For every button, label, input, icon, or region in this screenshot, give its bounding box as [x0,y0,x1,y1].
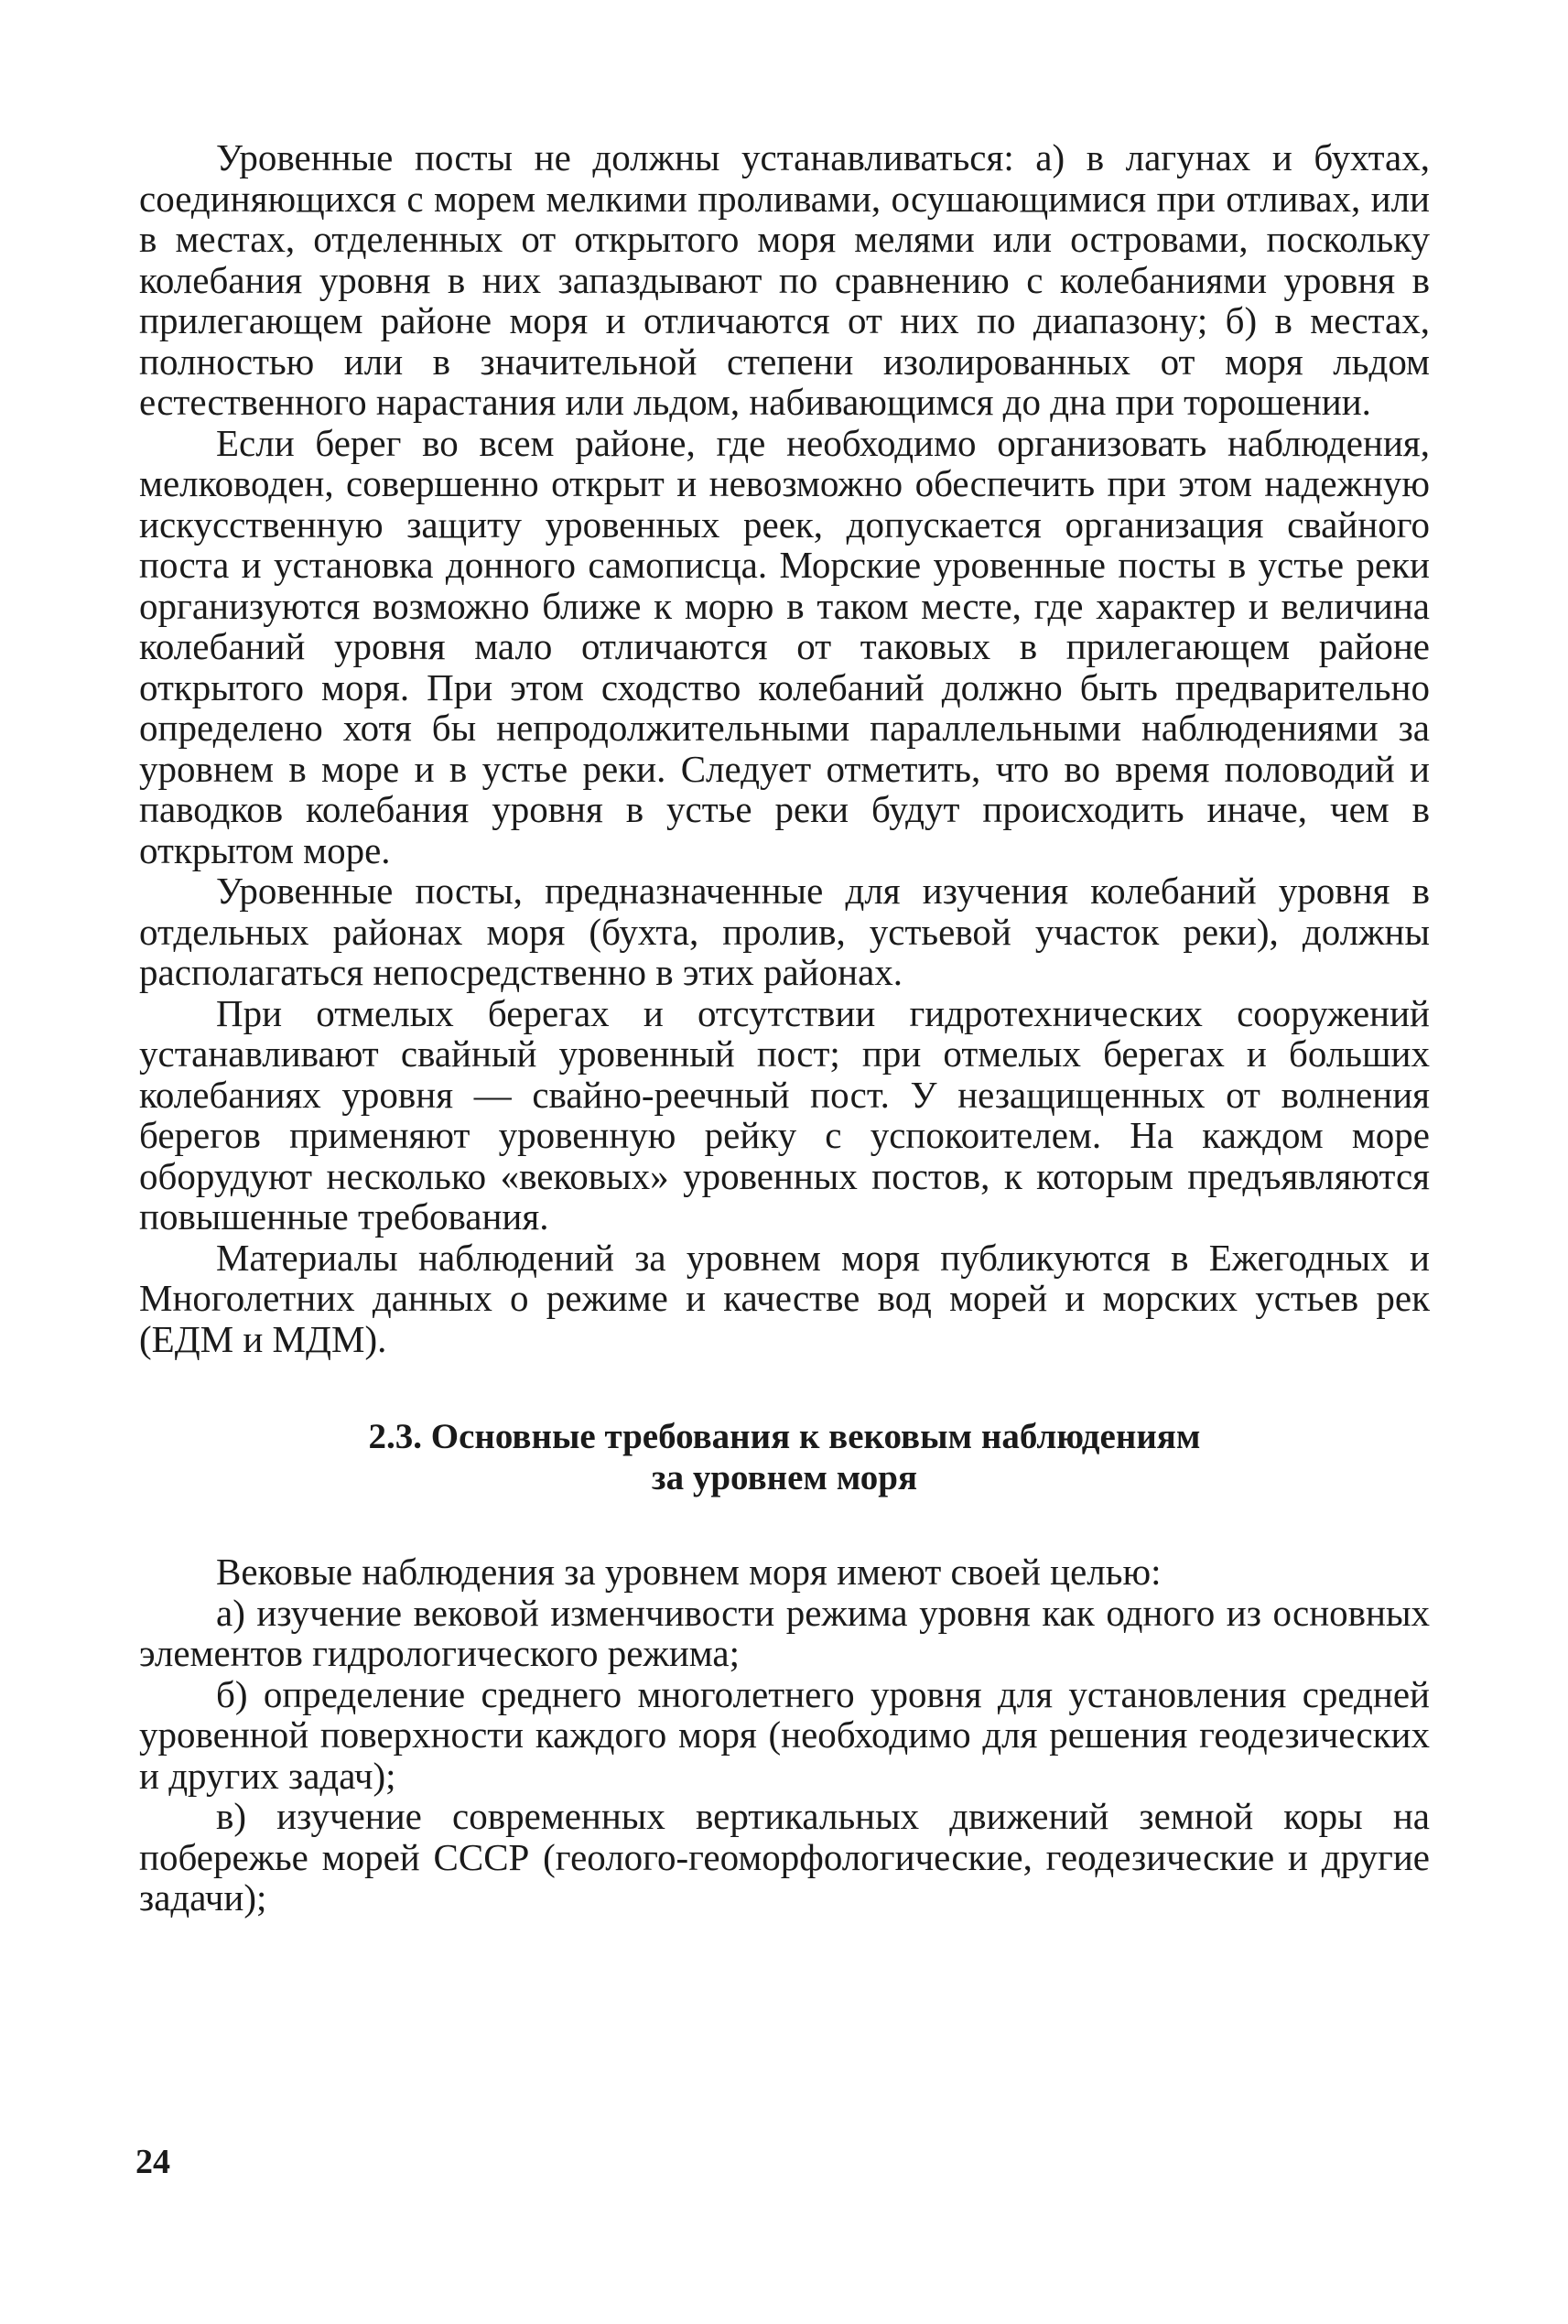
section-heading-line2: за уровнем моря [651,1458,918,1497]
page-number: 24 [135,2143,170,2181]
paragraph-regional-posts: Уровенные посты, предназначенные для изучения колебаний уровня в отдельных районах моря (бухта, пролив, устьевой участок реки), должны располагаться непосредственно в этих районах. [139,870,1430,993]
section-heading-line1: 2.3. Основные требования к вековым наблюдениям [368,1417,1201,1456]
body-text [139,137,1430,1919]
paragraph-shoal-coasts: При отмелых берегах и отсутствии гидротехнических сооружений устанавливают свайный уровенный пост; при отмелых берегах и больших колебаниях уровня — свайно-реечный пост. У незащищенных от волнения берегов применяют уровенную рейку с успокоителем. На каждом море оборудуют несколько «вековых» уровенных постов, к которым предъявляются повышенные требования. [139,991,1430,1238]
section-intro: Вековые наблюдения за уровнем моря имеют своей целью: [216,1551,1162,1593]
list-item-b: б) определение среднего многолетнего уровня для установления средней уровенной поверхности каждого моря (необходимо для решения геодезических и других задач); [139,1672,1430,1797]
paragraph-publications: Материалы наблюдений за уровнем моря публикуются в Ежегодных и Многолетних данных о режиме и качестве вод морей и морских устьев рек (ЕДМ и МДМ). [139,1236,1430,1360]
paragraph-level-posts-restrictions: Уровенные посты не должны устанавливаться: а) в лагунах и бухтах, соединяющихся с морем мелкими проливами, осушающимися при отливах, или в местах, отделенных от открытого моря мелями или островами, поскольку колебания уровня в них запаздывают по сравнению с колебаниями уровня в прилегающем районе моря и отличаются от них по диапазону; б) в местах, полностью или в значительной степени изолированных от моря льдом естественного нарастания или льдом, набивающимся до дна при торошении. [139,136,1430,423]
list-item-a: а) изучение вековой изменчивости режима уровня как одного из основных элементов гидрологического режима; [139,1591,1430,1674]
paragraph-shallow-coast: Если берег во всем районе, где необходимо организовать наблюдения, мелководен, совершенно открыт и невозможно обеспечить при этом надежную искусственную защиту уровенных реек, допускается организация свайного поста и установка донного самописца. Морские уровенные посты в устье реки организуются возможно ближе к морю в таком месте, где характер и величина колебаний уровня мало отличаются от таковых в прилегающем районе открытого моря. При этом сходство колебаний должно быть предварительно определено хотя бы непродолжительными параллельными наблюдениями за уровнем в море и в устье реки. Следует отметить, что во время половодий и паводков колебания уровня в устье реки будут происходить иначе, чем в открытом море. [139,421,1430,871]
list-item-c: в) изучение современных вертикальных движений земной коры на побережье морей СССР (геолого-геоморфологические, геодезические и другие задачи); [139,1795,1430,1919]
section-heading [139,1416,1430,1498]
